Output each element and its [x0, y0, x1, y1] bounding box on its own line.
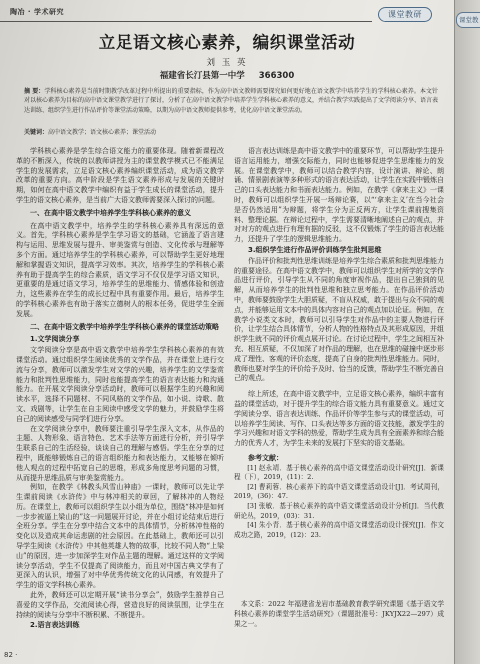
- work-evaluation-paragraph: 作品评价和批判性思维训练是培养学生综合素质和批判思维能力的重要途径。在高中语文教学中，教师可以组织学生对所学的文学作品进行评价，引导学生从不同的角度审视作品，提出自己独到的见解，从而培养学生的批判性思维和独立思考能力。在作品评价活动中，教师要鼓励学生大胆质疑，不盲从权威，敢于提出与众不同的观点，并能够运用文本中的具体内容对自己的观点加以论证。例如，在教学小说类文本时，教师可以引导学生对作品中的主要人物进行评价，让学生结合具体情节，分析人物的性格特点及其形成原因，并组织学生就不同的评价观点展开讨论。在讨论过程中，学生之间相互补充、相互质疑，不仅加深了对作品的理解，也在思维的碰撞中逐步形成了理性、客观的评价态度，提高了自身的批判性思维能力。同时，教师也要对学生的评价给予及时、恰当的反馈，帮助学生不断完善自己的观点。: [234, 256, 444, 383]
- literary-reading-paragraph: 在文学阅读分享中，教师要注重引导学生深入文本，从作品的主题、人物形象、语言特色、艺术手法等方面进行分析，并引导学生联系自己的生活经验，谈谈自己的理解与感悟。学生在分享的过程中，既能够锻炼自己的语言组织能力和表达能力，又能够在倾听他人观点的过程中拓宽自己的思维，形成多角度思考问题的习惯，从而提升思维品质与审美鉴赏能力。: [16, 424, 224, 482]
- header-rule: [0, 21, 372, 22]
- reference-item: [1] 赵永靖．基于核心素养的高中语文课堂活动设计研究[J]．新课程（下），2019，(11)：2.: [234, 463, 444, 482]
- conclusion-paragraph: 综上所述，在高中语文教学中，立足语文核心素养，编织丰富有益的课堂活动，对于提升学生的综合语文能力具有重要意义。通过文学阅读分享、语言表达训练、作品评价等学生参与式的课堂活动，可以培养学生阅读、写作、口头表达等多方面的语文技能，激发学生的学习兴趣和对语文学科的热爱，帮助学生成为具有全面素养和综合能力的优秀人才，为学生未来的发展打下坚实的语文基础。: [234, 390, 444, 448]
- left-column: [16, 147, 224, 632]
- intro-paragraph: 学科核心素养是学生综合语文能力的重要体现。随着新课程改革的不断深入，传统的以教师讲授为主的课堂教学模式已不能满足学生的发展需求，立足语文核心素养编织课堂活动，成为语文教学改革的重要方向。高中阶段是学生语文素养形成与发展的关键时期，如何在高中语文教学中编织有益于学生成长的课堂活动，提升学生的语文核心素养，是当前广大语文教师需要深入探讨的问题。: [16, 147, 224, 204]
- reference-item: [4] 朱小青．基于核心素养的高中语文课堂活动设计探究[J]．作文成功之路，2019，(12)：23.: [234, 521, 444, 539]
- section-1-paragraph: 在高中语文教学中，培养学生的学科核心素养具有深远的意义。首先，学科核心素养是学生学习语文的基础，它涵盖了语言建构与运用、思维发展与提升、审美鉴赏与创造、文化传承与理解等多个方面。通过培养学生的学科核心素养，可以帮助学生更好地理解和掌握语文知识，提高学习效率。其次，培养学生的学科核心素养有助于提高学生的综合素质，语文学习不仅仅是学习语文知识，更重要的是通过语文学习，培养学生的思维能力、情感体验和创造力，这些素养在学生的成长过程中具有重要作用。最后，培养学生的学科核心素养也有助于落实立德树人的根本任务，促进学生全面发展。: [16, 221, 224, 318]
- subheading-literary-reading: 1.文学阅读分享: [30, 335, 80, 344]
- section-tab: 课堂教研: [378, 7, 432, 22]
- reference-item: [2] 曹莉蓉．核心素养下的高中语文课堂活动设计[J]．考试周刊，2019，(36)：47.: [234, 482, 444, 501]
- right-column: [234, 147, 444, 540]
- affiliation-postcode: 366300: [258, 71, 295, 81]
- section-heading-1: 一、在高中语文教学中培养学生学科核心素养的意义: [30, 208, 191, 217]
- keywords: [24, 128, 438, 137]
- journal-column-label: 陶冶 · 学术研究: [10, 8, 65, 16]
- author-affiliation: [0, 71, 454, 82]
- affiliation-school: 福建省长汀县第一中学: [159, 71, 245, 81]
- section-heading-2: 二、在高中语文教学中培养学生学科核心素养的课堂活动策略: [30, 322, 219, 331]
- language-expression-paragraph: 语言表达训练是高中语文教学中的重要环节，可以帮助学生提升语言运用能力，增强交际能力，同时也能够促进学生思维能力的发展。在课堂教学中，教师可以结合教学内容，设计演讲、辩论、朗诵、情景剧表演等多种形式的语言表达活动，让学生在实践中锻炼自己的口头表达能力和书面表达能力。例如，在教学《拿来主义》一课时，教师可以组织学生开展一场辩论赛，以“‘拿来主义’在当今社会是否仍然适用”为辩题，将学生分为正反两方，让学生课前搜集资料、整理论据。在辩论过程中，学生需要清晰地阐述自己的观点，并对对方的观点进行有理有据的反驳，这不仅锻炼了学生的语言表达能力，还提升了学生的逻辑思维能力。: [234, 147, 444, 244]
- references-label: 参考文献：: [248, 453, 283, 462]
- literary-reading-paragraph: 此外，教师还可以定期开展“读书分享会”，鼓励学生推荐自己喜爱的文学作品，交流阅读心得，营造良好的阅读氛围，让学生在持续的阅读与分享中不断积累、不断提升。: [16, 591, 224, 619]
- abstract-text: 学科核心素养是当前时期教学改革过程中所提出的重要指标，作为高中语文教师需要探究如何更好地在语文教学中培养学生的学科核心素养。本文针对以核心素养为目标的高中语文课堂教学进行了探讨，分析了在高中语文教学中培养学生学科核心素养的意义，并结合教学实践提出了文学阅读分享、语言表达训练、组织学生进行作品评价等课堂活动策略，以期为高中语文教师提供参考，优化高中语文课堂活动。: [24, 88, 439, 114]
- keywords-label: 关键词：: [24, 129, 49, 136]
- abstract-label: 摘 要：: [24, 88, 45, 95]
- subheading-work-evaluation: 3.组织学生进行作品评价训练学生批判思维: [248, 245, 382, 254]
- page-number: 82 ·: [4, 651, 18, 659]
- adjacent-page-tab: 课堂教: [456, 12, 480, 28]
- funding-note: 本文系：2022 年福建省龙岩市基础教育教学研究课题《基于语文学科核心素养的课堂学生活动研究》（课题批准号：JKYJX22—297）成果之一。: [234, 600, 444, 628]
- reference-item: [3] 张敏．基于核心素养的高中语文课堂活动设计分析[J]．当代教研论丛，2019，(03)：31.: [234, 502, 444, 520]
- abstract: [24, 87, 438, 115]
- author-name: 刘 玉 英: [206, 58, 248, 68]
- literary-reading-paragraph: 例如，在教学《林教头风雪山神庙》一课时，教师可以先让学生课前阅读《水浒传》中与林冲相关的章回，了解林冲的人物经历。在课堂上，教师可以组织学生以小组为单位，围绕“林冲是如何一步步被逼上梁山的”这一问题展开讨论，并在小组讨论结束后进行全班分享。学生在分享中结合文本中的具体情节，分析林冲性格的变化以及造成其命运悲剧的社会原因。在此基础上，教师还可以引导学生阅读《水浒传》中其他英雄人物的故事，比较不同人物“上梁山”的原因，进一步加深学生对作品主题的理解。通过这样的文学阅读分享活动，学生不仅提高了阅读能力，而且对中国古典文学有了更深入的认识，增强了对中华优秀传统文化的认同感，有效提升了学生的语文学科核心素养。: [16, 483, 224, 590]
- adjacent-page-edge: [454, 0, 480, 664]
- article-title: 立足语文核心素养，编织课堂活动: [98, 33, 356, 52]
- subheading-language-expression: 2.语言表达训练: [30, 621, 80, 630]
- keywords-text: 高中语文教学；语文核心素养；课堂活动: [48, 129, 157, 136]
- literary-reading-paragraph: 文学阅读分享是高中语文教学中培养学生学科核心素养的有效课堂活动。通过组织学生阅读优秀的文学作品，并在课堂上进行交流与分享，教师可以激发学生对文学的兴趣，培养学生的文学鉴赏能力和批判性思维能力，同时也能提高学生的语言表达能力和沟通能力。在开展文学阅读分享活动时，教师可以根据学生的兴趣和阅读水平，选择不同题材、不同风格的文学作品，如小说、诗歌、散文、戏剧等，让学生在自主阅读中感受文学的魅力，并鼓励学生将自己的阅读感受与同学们进行分享。: [16, 346, 224, 423]
